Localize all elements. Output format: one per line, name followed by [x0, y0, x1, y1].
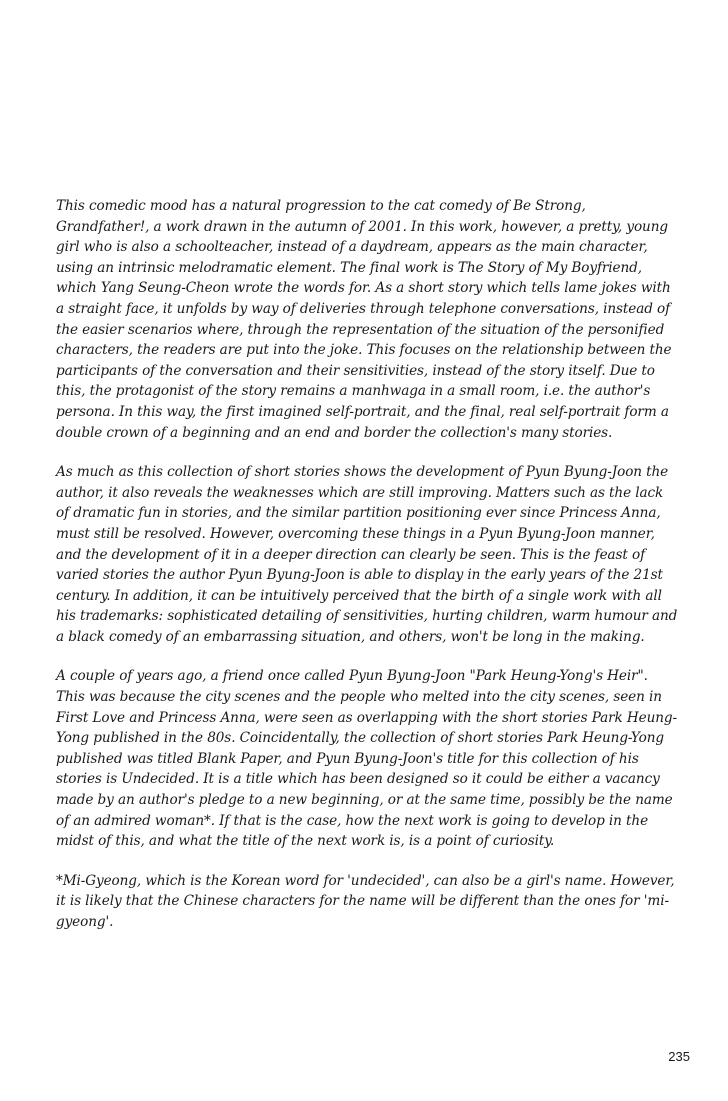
paragraph-2: As much as this collection of short stories shows the development of Pyun Byung-Joon the author, it also reveals the weaknesses which are still improving. Matters such as the lack of dramatic fun in stories, and the similar partition positioning ever since Princess Anna, must still be resolved. However, overcoming these things in a Pyun Byung-Joon manner, and the development of it in a deeper direction can clearly be seen. This is the feast of varied stories the author Pyun Byung-Joon is able to display in the early years of the 21st century. In addition, it can be intuitively perceived that the birth of a single work with all his trademarks: sophisticated detailing of sensitivities, hurting children, warm humour and a black comedy of an embarrassing situation, and others, won't be long in the making.	[56, 464, 678, 645]
page-number: 235	[668, 1049, 690, 1064]
footnote: *Mi-Gyeong, which is the Korean word for 'undecided', can also be a girl's name. However, it is likely that the Chinese characters for the name will be different than the ones for 'mi-gyeong'.	[56, 872, 675, 930]
paragraph-3: A couple of years ago, a friend once called Pyun Byung-Joon "Park Heung-Yong's Heir". This was because the city scenes and the people who melted into the city scenes, seen in First Love and Princess Anna, were seen as overlapping with the short stories Park Heung-Yong published in the 80s. Coincidentally, the collection of short stories Park Heung-Yong published was titled Blank Paper, and Pyun Byung-Joon's title for this collection of his stories is Undecided. It is a title which has been designed so it could be either a vacancy made by an author's pledge to a new beginning, or at the same time, possibly be the name of an admired woman*. If that is the case, how the next work is going to develop in the midst of this, and what the title of the next work is, is a point of curiosity.	[56, 668, 678, 850]
paragraph-1: This comedic mood has a natural progression to the cat comedy of Be Strong, Grandfather!, a work drawn in the autumn of 2001. In this work, however, a pretty, young girl who is also a schoolteacher, instead of a daydream, appears as the main character, using an intrinsic melodramatic element. The final work is The Story of My Boyfriend, which Yang Seung-Cheon wrote the words for. As a short story which tells lame jokes with a straight face, it unfolds by way of deliveries through telephone conversations, instead of the easier scenarios where, through the representation of the situation of the personified characters, the readers are put into the joke. This focuses on the relationship between the participants of the conversation and their sensitivities, instead of the story itself. Due to this, the protagonist of the story remains a manhwaga in a small room, i.e. the author's persona. In this way, the first imagined self-portrait, and the final, real self-portrait form a double crown of a beginning and an end and border the collection's many stories.	[56, 198, 672, 441]
body-text	[56, 196, 678, 933]
